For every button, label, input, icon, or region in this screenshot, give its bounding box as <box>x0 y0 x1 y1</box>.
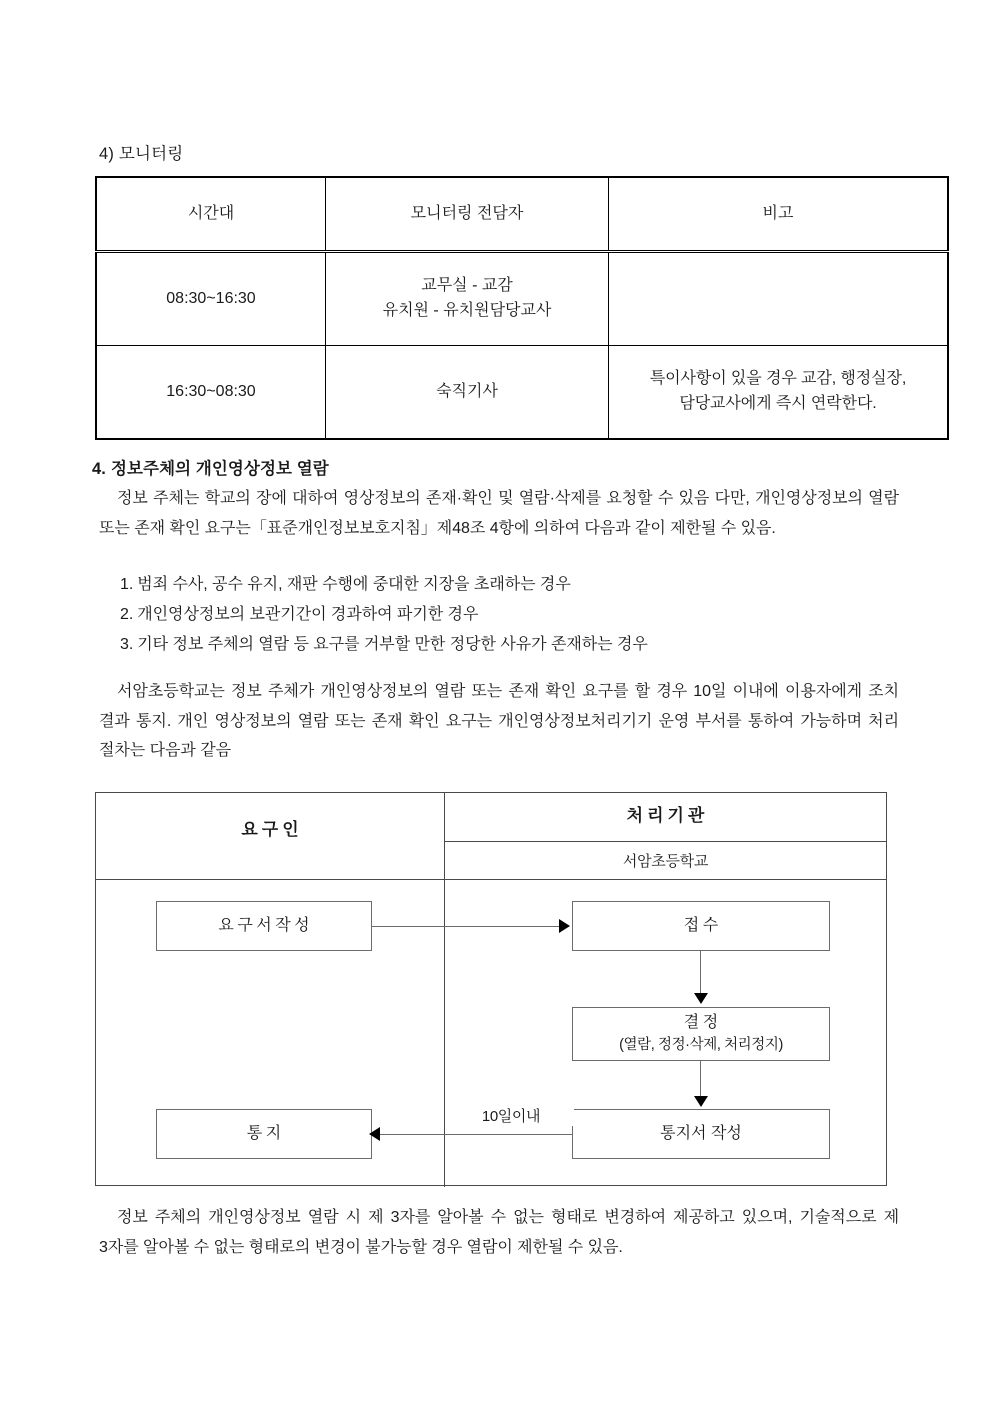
section-paragraph-2: 서암초등학교는 정보 주체가 개인영상정보의 열람 또는 존재 확인 요구를 할 경우 10일 이내에 이용자에게 조치 결과 통지. 개인 영상정보의 열람 또는 존재 확인 요구는 개인영상정보처리기기 운영 부서를 통하여 가능하며 처리 절차는 다음과 같음 <box>99 683 899 760</box>
cell-note: 특이사항이 있을 경우 교감, 행정실장, 담당교사에게 즉시 연락한다. <box>609 346 949 440</box>
flowchart-column-title-requester: 요구인 <box>241 820 303 839</box>
section-heading <box>92 455 329 479</box>
list-item <box>120 570 900 600</box>
monitoring-table-head <box>96 177 948 252</box>
arrow-left-icon <box>369 1127 380 1141</box>
subsection-heading-monitoring: 4) 모니터링 <box>99 145 184 163</box>
list-item-label: 범죄 수사, 공수 유지, 재판 수행에 중대한 지장을 초래하는 경우 <box>137 576 571 593</box>
flow-node-notice-document <box>572 1109 830 1159</box>
list-item <box>120 630 900 660</box>
flow-node-sublabel: (열람, 정정·삭제, 처리정지) <box>619 1037 783 1054</box>
monitoring-table <box>95 176 949 440</box>
section-paragraph-1: 정보 주체는 학교의 장에 대하여 영상정보의 존재·확인 및 열람·삭제를 요청할 수 있음 다만, 개인영상정보의 열람 또는 존재 확인 요구는「표준개인정보보호지침」제48조 4항에 의하여 다음과 같이 제한될 수 있음. <box>99 490 899 537</box>
flow-node-label: 통지 <box>246 1125 285 1143</box>
list-item-label: 기타 정보 주체의 열람 등 요구를 거부할 만한 정당한 사유가 존재하는 경우 <box>137 636 648 654</box>
table-row <box>96 252 948 346</box>
list-item-number: 3. <box>120 636 134 654</box>
cell-staff-line: 교무실 - 교감 <box>421 277 513 295</box>
column-header-staff: 모니터링 전담자 <box>326 177 609 252</box>
cell-staff <box>326 252 609 346</box>
cell-staff-line: 숙직기사 <box>436 382 498 400</box>
flow-node-label: 요구서작성 <box>218 917 314 935</box>
connector-notice-document-to-notification <box>380 1134 572 1135</box>
flowchart-edge-label-deadline: 10일이내 <box>448 1105 574 1126</box>
list-item <box>120 600 900 630</box>
flow-node-label: 접수 <box>683 917 722 935</box>
flow-node-notification <box>156 1109 372 1159</box>
connector-receipt-to-decision <box>700 951 701 995</box>
flow-node-label: 통지서 작성 <box>660 1125 742 1143</box>
connector-decision-to-notice-document <box>700 1061 701 1097</box>
arrow-down-icon <box>694 993 708 1004</box>
cell-note <box>609 252 949 346</box>
restriction-list <box>120 570 900 660</box>
table-header-row <box>96 177 948 252</box>
flowchart-subheader-rule <box>445 841 886 842</box>
flow-node-receipt <box>572 901 830 951</box>
arrow-down-icon <box>694 1096 708 1107</box>
list-item-label: 개인영상정보의 보관기간이 경과하여 파기한 경우 <box>137 606 479 624</box>
flow-node-decision <box>572 1007 830 1061</box>
column-header-time: 시간대 <box>96 177 326 252</box>
column-header-note: 비고 <box>609 177 949 252</box>
section-title: 정보주체의 개인영상정보 열람 <box>110 460 329 478</box>
cell-time: 16:30~08:30 <box>96 346 326 440</box>
flowchart-header-rule <box>96 879 886 880</box>
cell-staff-line: 유치원 - 유치원담당교사 <box>382 302 552 319</box>
connector-request-to-receipt <box>372 926 564 927</box>
list-item-number: 1. <box>120 576 134 593</box>
section-number: 4. <box>92 460 106 478</box>
flowchart-column-title-processor: 처리기관 <box>626 806 709 825</box>
cell-staff <box>326 346 609 440</box>
table-row <box>96 346 948 440</box>
flow-node-label: 결정 <box>683 1014 722 1032</box>
request-process-flowchart <box>95 792 887 1186</box>
cell-time: 08:30~16:30 <box>96 252 326 346</box>
monitoring-table-body <box>96 252 948 440</box>
arrow-right-icon <box>559 919 570 933</box>
flow-node-request-form <box>156 901 372 951</box>
section-paragraph-3: 정보 주체의 개인영상정보 열람 시 제 3자를 알아볼 수 없는 형태로 변경하여 제공하고 있으며, 기술적으로 제 3자를 알아볼 수 없는 형태로의 변경이 불가능할 경우 열람이 제한될 수 있음. <box>99 1209 899 1256</box>
list-item-number: 2. <box>120 606 134 624</box>
flowchart-organization-name: 서암초등학교 <box>622 853 709 870</box>
